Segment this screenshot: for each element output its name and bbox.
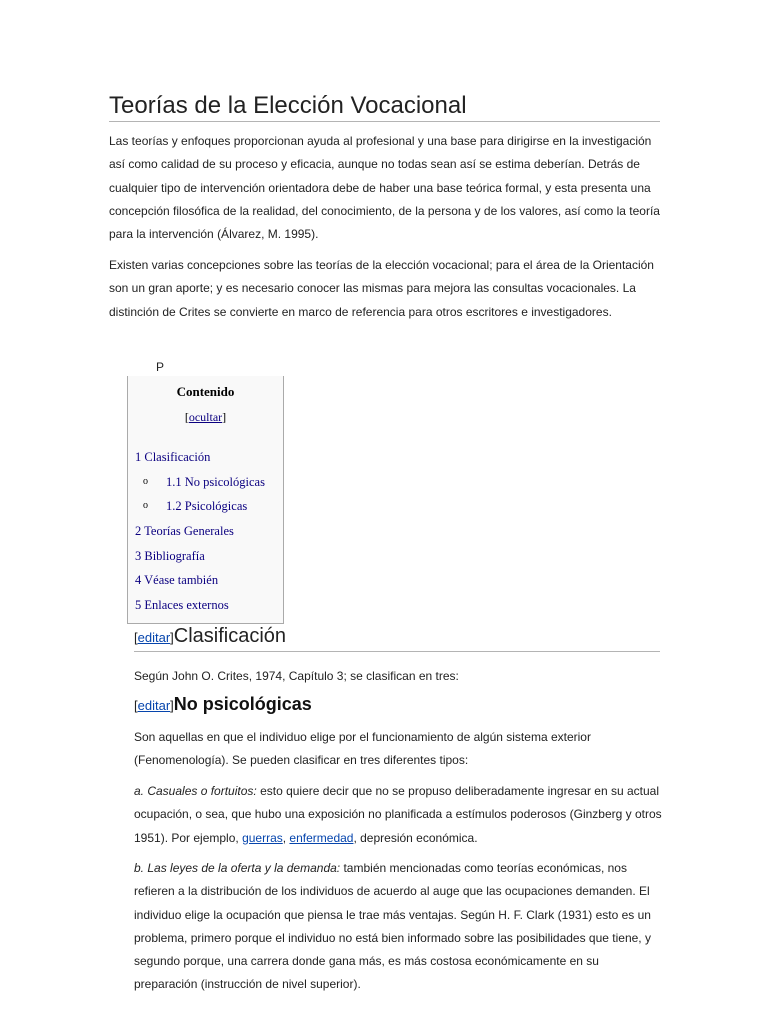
- oferta-demanda-lead: b. Las leyes de la oferta y la demanda:: [134, 861, 341, 875]
- oferta-demanda-paragraph: b. Las leyes de la oferta y la demanda: también mencionadas como teorías económicas, nos refieren a la distribución de los individuos de acuerdo al auge que las ocupaciones demanden. El individuo elige la ocupación que piensa le trae más ventajas. Según H. F. Clark (1931) esto es un problema, primero porque el individuo no está bien informado sobre las posibilidades que tiene, y segundo porque, una carrera donde gana más, es más costosa económicamente en su preparación (instrucción de nivel superior).: [134, 861, 651, 992]
- no-psicologicas-paragraph: Son aquellas en que el individuo elige por el funcionamiento de algún sistema exterior (Fenomenología). Se pueden clasificar en tres diferentes tipos:: [134, 730, 591, 768]
- toc-item-psicologicas[interactable]: 1.2 Psicológicas: [166, 499, 248, 513]
- toc-item-enlaces-externos[interactable]: 5 Enlaces externos: [135, 598, 229, 612]
- toc-title: Contenido: [176, 384, 235, 399]
- toc-bullet: o: [143, 476, 148, 487]
- section-heading-clasificacion: [134, 624, 660, 652]
- subsection-heading-text: No psicológicas: [173, 694, 312, 714]
- toc-item-vease-tambien[interactable]: 4 Véase también: [135, 573, 219, 587]
- toc-item-no-psicologicas[interactable]: 1.1 No psicológicas: [166, 475, 265, 489]
- edit-section-link-wrapper: [editar]: [134, 698, 174, 713]
- toc-item-clasificacion[interactable]: 1 Clasificación: [135, 450, 211, 464]
- toc-item-teorias-generales[interactable]: 2 Teorías Generales: [135, 524, 234, 538]
- intro-paragraph-2: Existen varias concepciones sobre las teorías de la elección vocacional; para el área de la Orientación son un gran aporte; y es necesario conocer las mismas para mejora las consultas vocacionales. La distinción de Crites se convierte en marco de referencia para otros escritores e investigadores.: [109, 258, 654, 319]
- page-title: Teorías de la Elección Vocacional: [109, 92, 660, 122]
- subsection-heading-no-psicologicas: [134, 692, 312, 716]
- table-of-contents: [127, 376, 284, 624]
- edit-section-link-wrapper: [editar]: [134, 630, 174, 645]
- toc-item-bibliografia[interactable]: 3 Bibliografía: [135, 549, 205, 563]
- casuales-paragraph: a. Casuales o fortuitos: esto quiere decir que no se propuso deliberadamente ingresar en su actual ocupación, o sea, que hubo una exposición no planificada a estímulos poderosos (Ginzberg y otros 1951). Por ejemplo, guerras, enfermedad, depresión económica.: [134, 784, 662, 845]
- enfermedad-link[interactable]: enfermedad: [289, 830, 354, 845]
- stray-letter: P: [156, 360, 165, 374]
- intro-paragraph-1: Las teorías y enfoques proporcionan ayuda al profesional y una base para dirigirse en la investigación así como calidad de su proceso y eficacia, aunque no todas sean así se estima deberían. Detrás de cualquier tipo de intervención orientadora debe de haber una base teórica formal, y esta presenta una concepción filosófica de la realidad, del conocimiento, de la persona y de los valores, así como la teoría para la intervención (Álvarez, M. 1995).: [109, 134, 660, 242]
- edit-link[interactable]: editar: [137, 698, 171, 713]
- edit-link[interactable]: editar: [137, 630, 171, 645]
- toc-hide-link[interactable]: ocultar: [188, 410, 223, 424]
- clasificacion-paragraph: Según John O. Crites, 1974, Capítulo 3; se clasifican en tres:: [134, 669, 459, 683]
- casuales-lead: a. Casuales o fortuitos:: [134, 784, 257, 798]
- section-heading-text: Clasificación: [173, 625, 287, 647]
- guerras-link[interactable]: guerras: [242, 830, 283, 845]
- toc-bullet: o: [143, 500, 148, 511]
- toc-hide-toggle: [ocultar]: [184, 410, 227, 424]
